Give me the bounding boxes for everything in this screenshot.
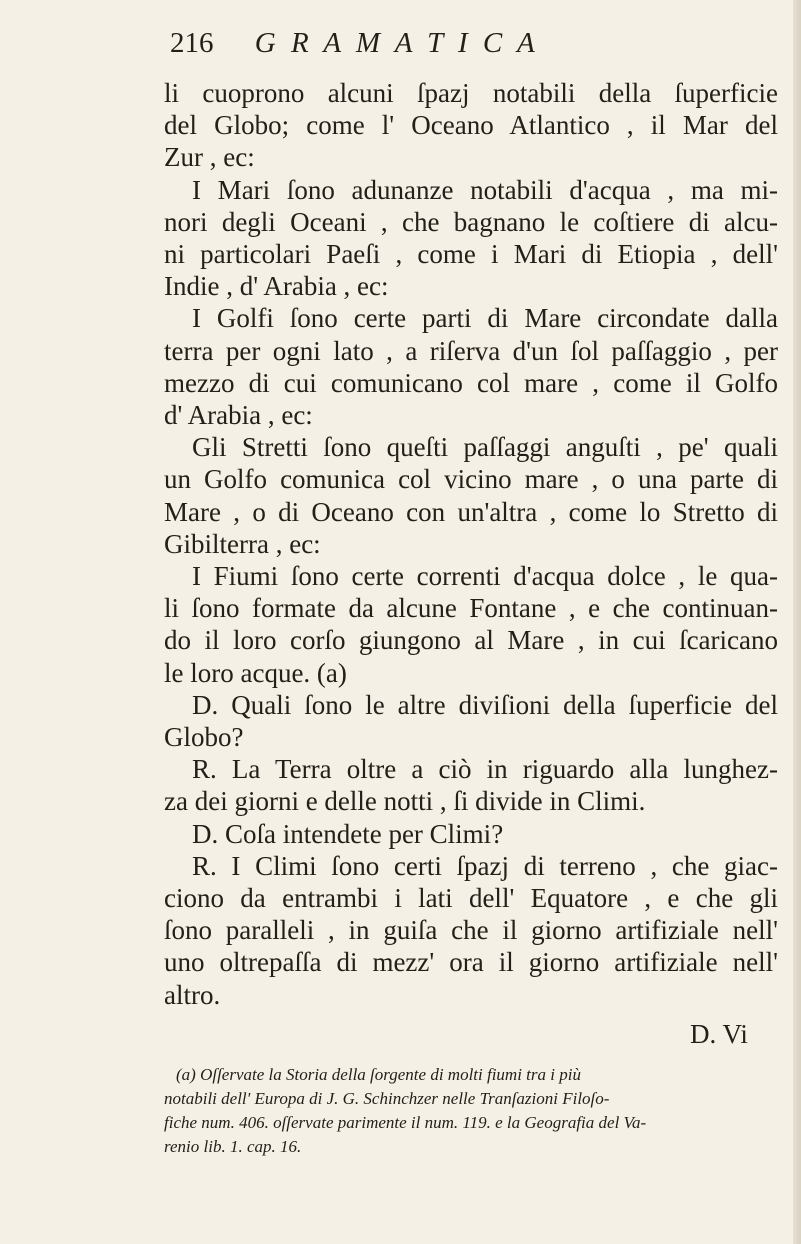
text-line: D. Coſa intendete per Climi? — [192, 818, 504, 849]
text-line: altro. — [164, 979, 221, 1010]
text-line: mezzo di cui comunicano col mare , come il Golfo — [164, 367, 778, 398]
running-title: G R A M A T I C A — [254, 27, 539, 59]
text-line: uno oltrepaſſa di mezz' ora il giorno artifiziale nell' — [164, 947, 778, 978]
text-line: D. Quali ſono le altre diviſioni della ſuperficie del — [192, 689, 778, 720]
text-line: ſono paralleli , in guiſa che il giorno artifiziale nell' — [164, 915, 778, 946]
footnote-line: notabili dell' Europa di J. G. Schinchzer nelle Tranſazioni Filoſo- — [164, 1088, 610, 1108]
text-line: ni particolari Paeſi , come i Mari di Etiopia , dell' — [164, 239, 778, 269]
text-line: Globo? — [164, 722, 244, 752]
text-line: Zur , ec: — [164, 142, 255, 173]
text-line: le loro acque. (a) — [164, 657, 347, 688]
text-line: Mare , o di Oceano con un'altra , come lo Stretto di — [164, 496, 778, 527]
catchword: D. Vi — [690, 1018, 748, 1049]
footnote-line: renio lib. 1. cap. 16. — [164, 1136, 302, 1156]
text-line: do il loro corſo giungono al Mare , in cui ſcaricano — [164, 625, 778, 656]
page-edge — [793, 0, 801, 1244]
text-line: I Mari ſono adunanze notabili d'acqua , ma mi- — [192, 174, 778, 205]
text-line: terra per ogni lato , a riſerva d'un ſol paſſaggio , per — [164, 335, 778, 366]
text-line: R. La Terra oltre a ciò in riguardo alla lunghez- — [192, 754, 778, 785]
page-number: 216 — [170, 27, 214, 59]
running-header — [170, 27, 670, 60]
text-line: za dei giorni e delle notti , ſi divide in Climi. — [164, 786, 646, 817]
text-line: li ſono formate da alcune Fontane , e che continuan- — [164, 593, 778, 624]
footnote-line: fiche num. 406. oſſervate parimente il num. 119. e la Geografia del Va- — [164, 1112, 647, 1132]
text-line: Indie , d' Arabia , ec: — [164, 271, 389, 302]
text-line: del Globo; come l' Oceano Atlantico , il Mar del — [164, 110, 778, 141]
text-line: Gibilterra , ec: — [164, 528, 321, 559]
text-line: li cuoprono alcuni ſpazj notabili della ſuperficie — [164, 78, 778, 108]
text-line: d' Arabia , ec: — [164, 400, 313, 430]
text-line: ciono da entrambi i lati dell' Equatore , e che gli — [164, 883, 778, 913]
text-line: I Golfi ſono certe parti di Mare circondate dalla — [192, 303, 778, 334]
text-line: un Golfo comunica col vicino mare , o una parte di — [164, 464, 778, 495]
text-line: Gli Stretti ſono queſti paſſaggi anguſti , pe' quali — [192, 432, 778, 463]
text-line: R. I Climi ſono certi ſpazj di terreno , che giac- — [192, 850, 778, 881]
text-line: I Fiumi ſono certe correnti d'acqua dolce , le qua- — [192, 561, 778, 591]
text-line: nori degli Oceani , che bagnano le coſtiere di alcu- — [164, 206, 778, 237]
footnote-line: (a) Oſſervate la Storia della ſorgente di molti fiumi tra i più — [176, 1064, 581, 1084]
